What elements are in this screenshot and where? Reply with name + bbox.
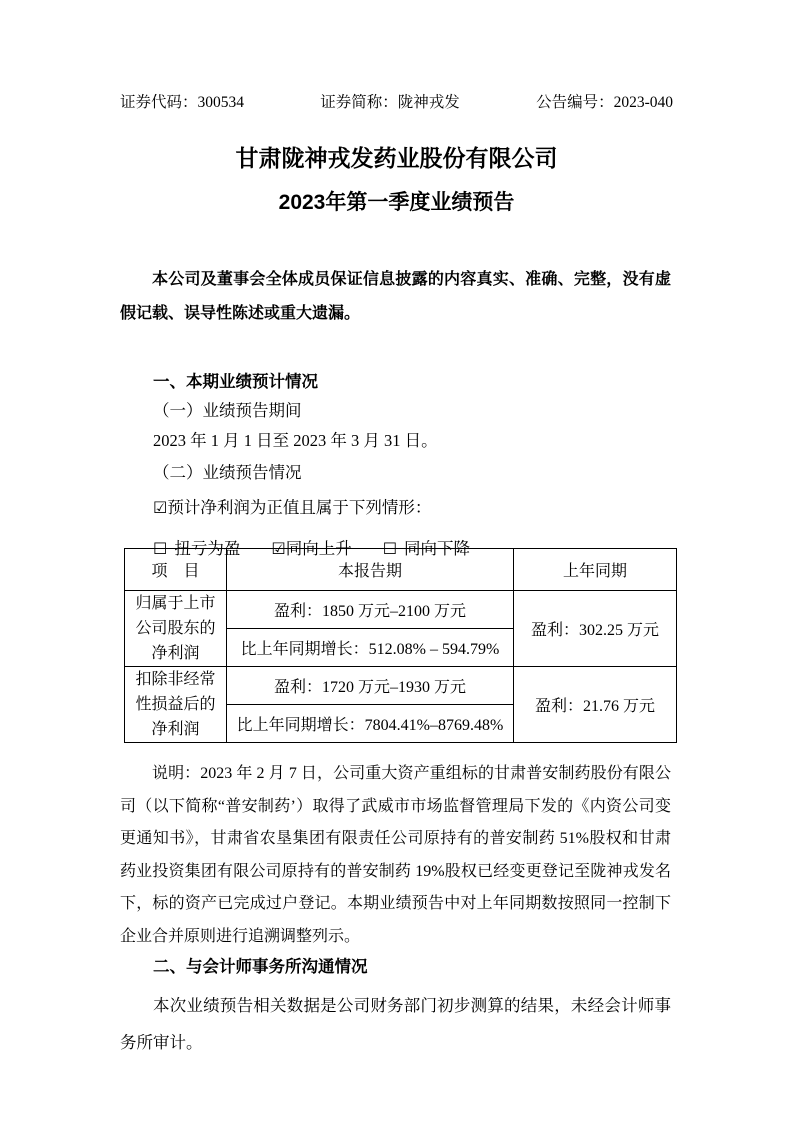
- announcement-number-text: 公告编号：2023-040: [536, 94, 673, 111]
- stock-code-text: 证券代码：300534: [120, 94, 245, 111]
- deducted-profit-last-year-cell: 盈利：21.76 万元: [514, 667, 677, 743]
- restructuring-note-text: 说明：2023 年 2 月 7 日，公司重大资产重组标的甘肃普安制药股份有限公司（以下简称“普安制药’）取得了武威市市场监督管理局下发的《内资公司变更通知书》，甘肃省农垦集团有限责任公司原持有的普安制药 51%股权和甘肃药业投资集团有限公司原持有的普安制药 19%股权已经变更登记至陇神戎发名下，标的资产已完成过户登记。本期业绩预告中对上年同期数按照同一控制下企业合并原则进行追溯调整列示。: [120, 765, 671, 945]
- column-header-current-period: 本报告期: [227, 549, 514, 591]
- checkbox-checked-icon: ☑: [271, 538, 286, 558]
- forecast-period-heading: （一）业绩预告期间: [153, 400, 302, 420]
- forecast-period-text: 2023 年 1 月 1 日至 2023 年 3 月 31 日。: [153, 430, 438, 450]
- forecast-statement-line: [120, 495, 673, 521]
- option-label: 扭亏为盈: [174, 538, 241, 558]
- section1-heading: 一、本期业绩预计情况: [153, 372, 318, 391]
- report-subtitle: 2023年第一季度业绩预告: [278, 191, 515, 214]
- option-label: 同向下降: [404, 538, 471, 558]
- net-profit-last-year-cell: 盈利：302.25 万元: [514, 591, 677, 667]
- forecast-statement-text: 预计净利润为正值且属于下列情形：: [167, 497, 432, 517]
- deducted-profit-item-cell: 扣除非经常性损益后的净利润: [125, 667, 227, 743]
- company-title: 甘肃陇神戎发药业股份有限公司: [235, 145, 558, 171]
- section2-body-text: 本次业绩预告相关数据是公司财务部门初步测算的结果，未经会计师事务所审计。: [120, 995, 671, 1052]
- column-header-item: 项 目: [125, 549, 227, 591]
- checkbox-checked-icon: ☑: [153, 497, 168, 517]
- table-header-row: [125, 549, 677, 591]
- checkbox-unchecked-icon: ☐: [153, 538, 168, 558]
- net-profit-growth-cell: 比上年同期增长：512.08% – 594.79%: [227, 629, 514, 667]
- table-row: [125, 591, 677, 629]
- column-header-last-year: 上年同期: [514, 549, 677, 591]
- board-declaration-text: 本公司及董事会全体成员保证信息披露的内容真实、准确、完整，没有虚假记载、误导性陈述或重大遗漏。: [120, 271, 671, 322]
- stock-abbr-text: 证券简称：陇神戎发: [320, 94, 460, 111]
- option-label: 同向上升: [285, 538, 352, 558]
- performance-forecast-table: [124, 548, 677, 743]
- deducted-profit-range-cell: 盈利：1720 万元–1930 万元: [227, 667, 514, 705]
- forecast-situation-heading: （二）业绩预告情况: [153, 462, 302, 482]
- deducted-profit-growth-cell: 比上年同期增长：7804.41%–8769.48%: [227, 705, 514, 743]
- table-row: [125, 667, 677, 705]
- net-profit-range-cell: 盈利：1850 万元–2100 万元: [227, 591, 514, 629]
- section2-heading: 二、与会计师事务所沟通情况: [153, 957, 368, 976]
- document-header-row: [120, 92, 673, 114]
- checkbox-unchecked-icon: ☐: [382, 538, 398, 558]
- net-profit-item-cell: 归属于上市公司股东的净利润: [125, 591, 227, 667]
